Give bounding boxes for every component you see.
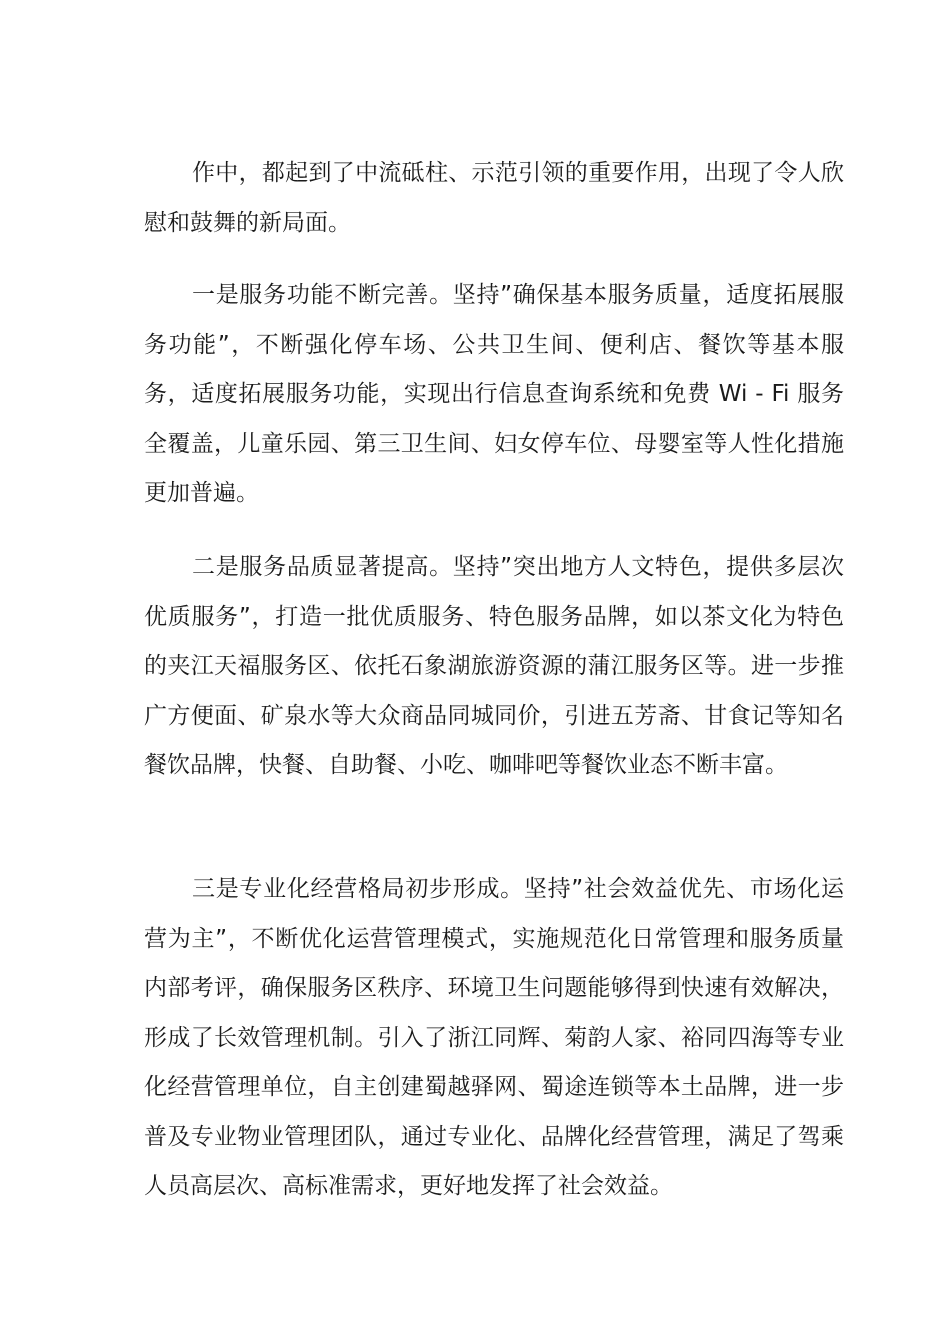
paragraph-continuation: 作中，都起到了中流砥柱、示范引领的重要作用，出现了令人欣慰和鼓舞的新局面。	[144, 160, 844, 236]
paragraph-service-quality: 二是服务品质显著提高。坚持”突出地方人文特色，提供多层次优质服务”，打造一批优质服务、特色服务品牌，如以茶文化为特色的夹江天福服务区、依托石象湖旅游资源的蒲江服务区等。进一步推广方便面、矿泉水等大众商品同城同价，引进五芳斋、甘食记等知名餐饮品牌，快餐、自助餐、小吃、咖啡吧等餐饮业态不断丰富。	[144, 554, 844, 778]
paragraph-professional-operation: 三是专业化经营格局初步形成。坚持”社会效益优先、市场化运营为主”，不断优化运营管理模式，实施规范化日常管理和服务质量内部考评，确保服务区秩序、环境卫生问题能够得到快速有效解决，形成了长效管理机制。引入了浙江同辉、菊韵人家、裕同四海等专业化经营管理单位，自主创建蜀越驿网、蜀途连锁等本土品牌，进一步普及专业物业管理团队，通过专业化、品牌化经营管理，满足了驾乘人员高层次、高标准需求，更好地发挥了社会效益。	[144, 876, 844, 1199]
paragraph-service-function: 一是服务功能不断完善。坚持”确保基本服务质量，适度拓展服务功能”，不断强化停车场、公共卫生间、便利店、餐饮等基本服务，适度拓展服务功能，实现出行信息查询系统和免费 Wi - Fi 服务全覆盖，儿童乐园、第三卫生间、妇女停车位、母婴室等人性化措施更加普遍。	[144, 282, 844, 506]
